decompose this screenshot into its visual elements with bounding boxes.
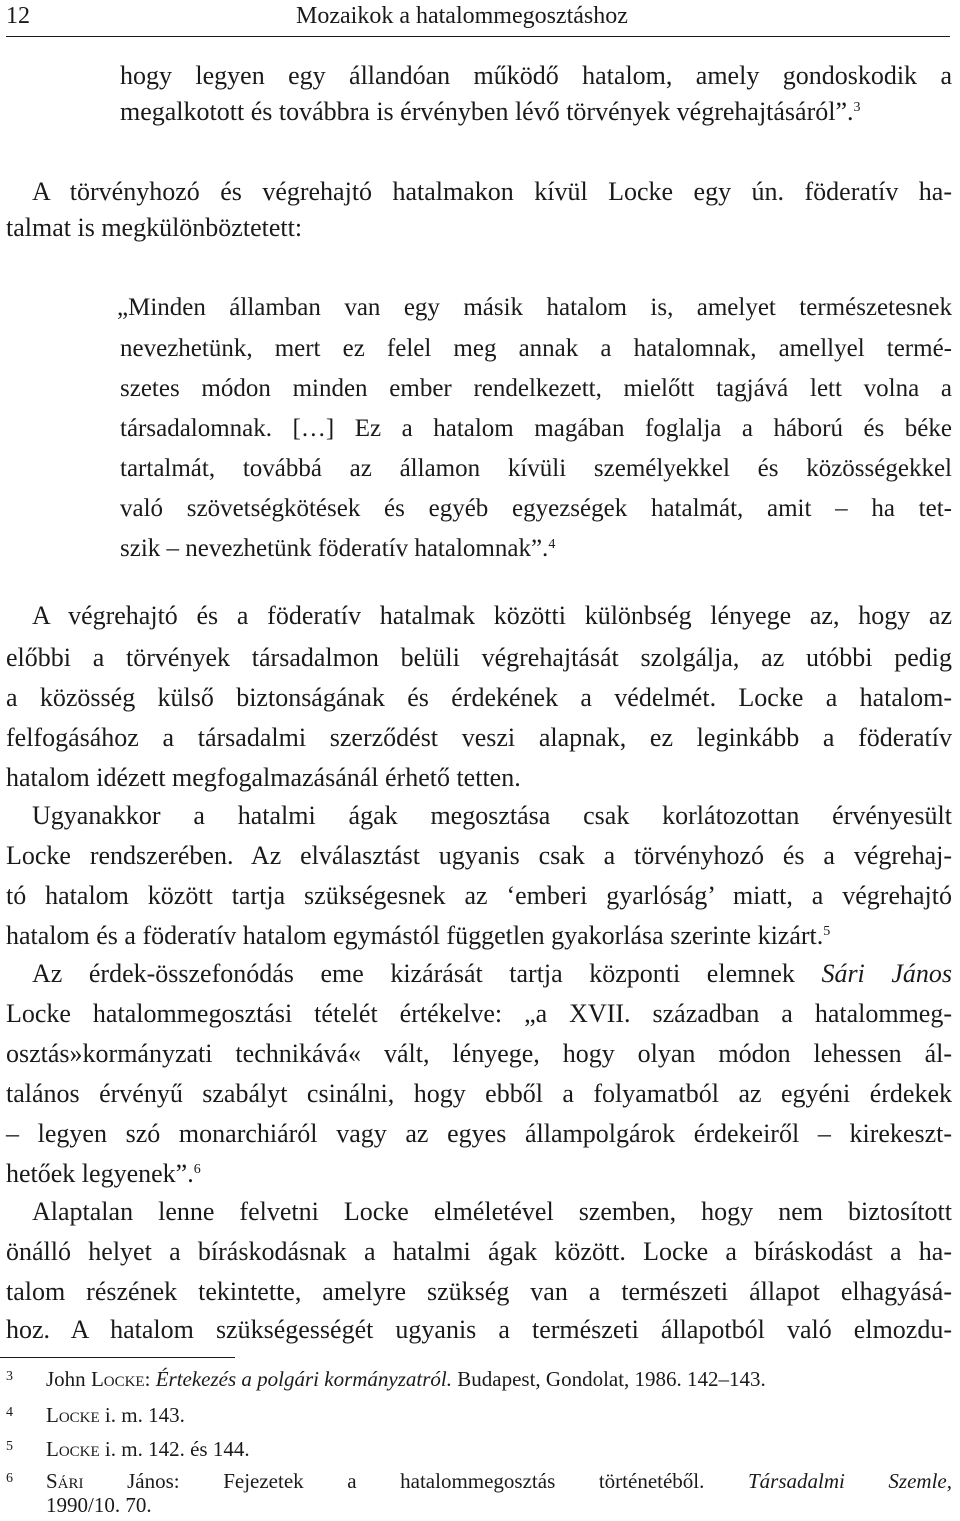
body-line: önálló helyet a bíráskodásnak a hatalmi ágak között. Locke a bíráskodást a ha-	[6, 1237, 952, 1266]
body-line: Alaptalan lenne felvetni Locke elméletével szemben, hogy nem biztosított	[32, 1197, 952, 1226]
footnote-author: Sári	[46, 1469, 84, 1493]
body-line: hoz. A hatalom szükségességét ugyanis a természeti állapotból való elmozdu-	[6, 1315, 952, 1344]
body-line: A végrehajtó és a föderatív hatalmak közötti különbség lényege az, hogy az	[32, 601, 952, 630]
body-line: megalkotott és továbbra is érvényben lévő törvények végrehajtásáról”.$^3$	[120, 97, 861, 126]
footnote-number: 5	[6, 1439, 13, 1454]
quote-line: társadalomnak. […] Ez a hatalom magában foglalja a háború és béke	[120, 415, 952, 442]
footnote-author: Locke	[46, 1403, 100, 1427]
body-line: előbbi a törvények társadalmon belüli végrehajtását szolgálja, az utóbbi pedig	[6, 643, 952, 672]
body-line: a közösség külső biztonságának és érdekének a védelmét. Locke a hatalom-	[6, 683, 952, 712]
footnote-number: 6	[6, 1471, 13, 1486]
quote-line: nevezhetünk, mert ez felel meg annak a hatalomnak, amellyel termé-	[120, 335, 952, 362]
body-line: Locke hatalommegosztási tételét értékelve: „a XVII. században a hatalommeg-	[6, 999, 952, 1028]
body-line: tó hatalom között tartja szükségesnek az ‘emberi gyarlóság’ miatt, a végrehajtó	[6, 881, 952, 910]
body-line: A törvényhozó és végrehajtó hatalmakon kívül Locke egy ún. föderatív ha-	[32, 177, 952, 206]
body-line: talom részének tekintette, amelyre szükség van a természeti állapot elhagyásá-	[6, 1277, 952, 1306]
quote-line: való szövetségkötések és egyéb egyezségek hatalmát, amit – ha tet-	[120, 495, 952, 522]
body-line: talános érvényű szabályt csinálni, hogy ebből a folyamatból az egyéni érdekek	[6, 1079, 952, 1108]
footnote-author: Locke	[90, 1367, 145, 1391]
footnote-continuation: 1990/10. 70.	[46, 1493, 152, 1517]
footnote-title: Társadalmi Szemle,	[747, 1469, 952, 1493]
footnote-title: Értekezés a polgári kormányzatról.	[155, 1367, 452, 1391]
body-line: Locke rendszerében. Az elválasztást ugyanis csak a törvényhozó és a végrehaj-	[6, 841, 952, 870]
footnote-number: 3	[6, 1369, 13, 1384]
running-header	[6, 0, 950, 37]
body-line: Az érdek-összefonódás eme kizárását tartja központi elemnek Sári János	[32, 959, 952, 988]
running-title: Mozaikok a hatalommegosztáshoz	[296, 3, 628, 29]
footnote-ref: 3	[853, 100, 861, 115]
footnote-number: 4	[6, 1405, 13, 1420]
quote-line: „Minden államban van egy másik hatalom is, amelyet természetesnek	[117, 294, 952, 321]
body-line: felfogásához a társadalmi szerződést veszi alapnak, ez leginkább a föderatív	[6, 723, 952, 752]
footnote-ref: 5	[823, 924, 831, 939]
body-line: hogy legyen egy állandóan működő hatalom, amely gondoskodik a	[120, 61, 952, 90]
page-number: 12	[6, 3, 30, 29]
italic-name: Sári János	[821, 959, 952, 988]
footnote-ref: 4	[548, 537, 556, 552]
body-line: hatalom idézett megfogalmazásánál érhető tetten.	[6, 763, 521, 792]
footnote-author: Locke	[46, 1437, 100, 1461]
quote-line: szik – nevezhetünk föderatív hatalomnak”.$^4$	[120, 535, 556, 562]
footnote: 6 Sári János: Fejezetek a hatalommegosztás történetéből. Társadalmi Szemle, 1990/10. 70.	[6, 1468, 952, 1520]
body-line: talmat is megkülönböztetett:	[6, 213, 303, 242]
body-line: osztás»kormányzati technikává« vált, lényege, hogy olyan módon lehessen ál-	[6, 1039, 952, 1068]
quote-line: tartalmát, továbbá az államon kívüli személyekkel és közösségekkel	[120, 455, 952, 482]
footnote-separator	[0, 1357, 235, 1358]
body-line: hatalom és a föderatív hatalom egymástól független gyakorlása szerinte kizárt.$^5$	[6, 921, 831, 950]
body-line: – legyen szó monarchiáról vagy az egyes állampolgárok érdekeiről – kirekeszt-	[6, 1119, 952, 1148]
footnote-ref: 6	[193, 1162, 201, 1177]
quote-line: szetes módon minden ember rendelkezett, mielőtt tagjává lett volna a	[120, 375, 952, 402]
body-line: Ugyanakkor a hatalmi ágak megosztása csak korlátozottan érvényesült	[32, 801, 952, 830]
body-line: hetőek legyenek”.$^6$	[6, 1159, 201, 1188]
